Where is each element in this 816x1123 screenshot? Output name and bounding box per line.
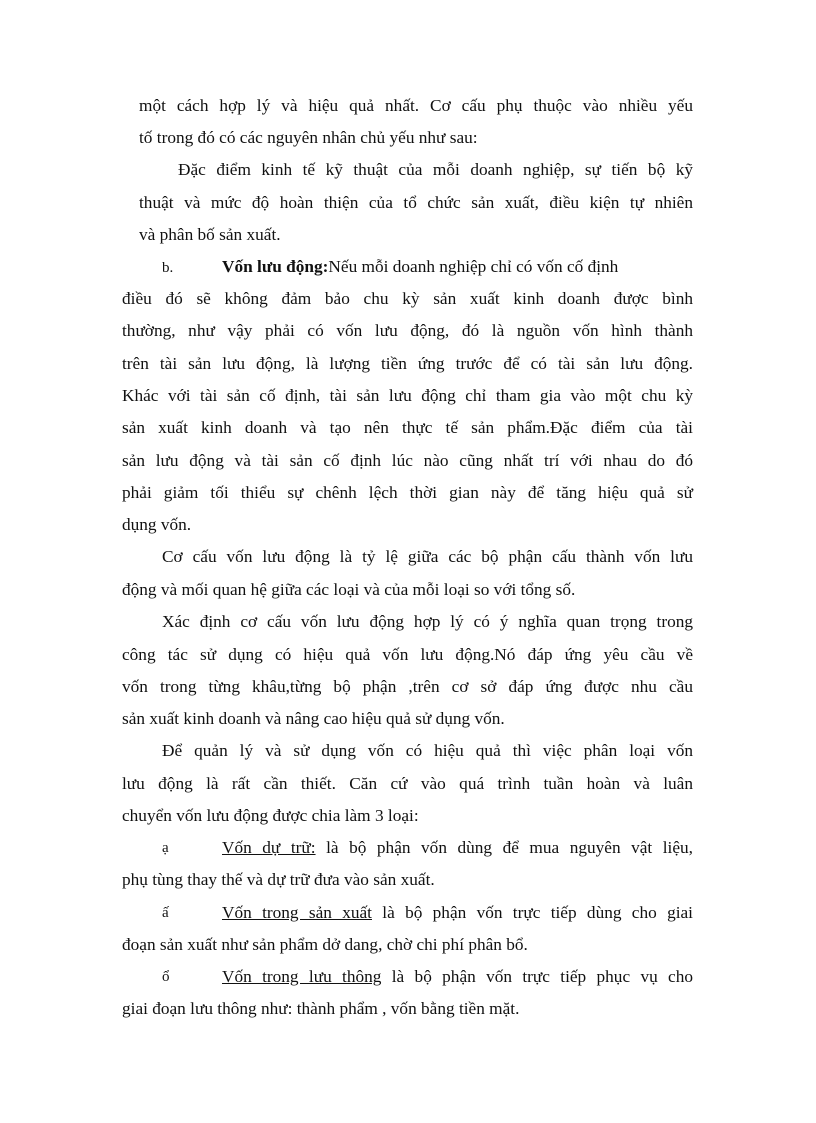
text-line: trên tài sản lưu động, là lượng tiền ứng trước để có tài sản lưu động. [122, 354, 693, 373]
text-span: là bộ phận vốn dùng để mua nguyên vật liệu, [315, 838, 693, 857]
text-span: là bộ phận vốn trực tiếp dùng cho giai [371, 903, 693, 922]
text-line: và phân bố sản xuất. [139, 225, 281, 244]
text-line: sản xuất kinh doanh và nâng cao hiệu quả sử dụng vốn. [122, 709, 505, 728]
list-marker: ấ [162, 905, 169, 921]
text-span: là bộ phận vốn trực tiếp phục vụ cho [381, 967, 694, 986]
text-line: dụng vốn. [122, 515, 192, 534]
section-heading: Vốn lưu động: [222, 257, 329, 276]
text-line: Xác định cơ cấu vốn lưu động hợp lý có ý nghĩa quan trọng trong [162, 612, 693, 631]
text-line: vốn trong từng khâu,từng bộ phận ,trên cơ sở đáp ứng được nhu cầu [122, 677, 693, 696]
text-line: công tác sử dụng có hiệu quả vốn lưu động.Nó đáp ứng yêu cầu về [122, 645, 693, 664]
text-line: chuyển vốn lưu động được chia làm 3 loại: [122, 806, 419, 825]
list-item-term: Vốn trong sản xuất [222, 903, 372, 922]
list-marker: ổ [162, 969, 170, 985]
text-line: đoạn sản xuất như sản phẩm dở dang, chờ chi phí phân bổ. [122, 935, 528, 954]
text-line: Đặc điểm kinh tế kỹ thuật của mỗi doanh nghiệp, sự tiến bộ kỹ [178, 160, 693, 179]
list-item-term: Vốn trong lưu thông [222, 967, 382, 986]
text-line: phải giảm tối thiểu sự chênh lệch thời gian này để tăng hiệu quả sử [122, 483, 693, 502]
text-line: sản xuất kinh doanh và tạo nên thực tế sản phẩm.Đặc điểm của tài [122, 418, 693, 437]
text-line: sản lưu động và tài sản cố định lúc nào cũng nhất trí với nhau do đó [122, 451, 693, 470]
text-line: Khác với tài sản cố định, tài sản lưu động chỉ tham gia vào một chu kỳ [122, 386, 693, 405]
text-line: động và mối quan hệ giữa các loại và của mỗi loại so với tổng số. [122, 580, 576, 599]
text-line: tố trong đó có các nguyên nhân chủ yếu như sau: [139, 128, 478, 147]
text-line: Để quản lý và sử dụng vốn có hiệu quả thì việc phân loại vốn [162, 741, 693, 760]
list-item-line [222, 902, 693, 924]
list-item-line [222, 966, 693, 988]
text-span: Nếu mỗi doanh nghiệp chỉ có vốn cố định [328, 257, 619, 276]
list-item-term: Vốn dự trữ: [222, 838, 316, 857]
text-line: điều đó sẽ không đảm bảo chu kỳ sản xuất kinh doanh được bình [122, 289, 693, 308]
text-line: phụ tùng thay thế và dự trữ đưa vào sản xuất. [122, 870, 435, 889]
text-line: lưu động là rất cần thiết. Căn cứ vào quá trình tuần hoàn và luân [122, 774, 693, 793]
list-item-line [222, 837, 693, 859]
text-line: thường, như vậy phải có vốn lưu động, đó là nguồn vốn hình thành [122, 321, 693, 340]
section-heading-line [222, 256, 693, 278]
list-marker: ạ [162, 840, 169, 856]
list-marker: b. [162, 260, 174, 276]
text-line: giai đoạn lưu thông như: thành phẩm , vốn bằng tiền mặt. [122, 999, 520, 1018]
text-line: Cơ cấu vốn lưu động là tỷ lệ giữa các bộ phận cấu thành vốn lưu [162, 547, 693, 566]
text-line: thuật và mức độ hoàn thiện của tổ chức sản xuất, điều kiện tự nhiên [139, 193, 693, 212]
text-line: một cách hợp lý và hiệu quả nhất. Cơ cấu phụ thuộc vào nhiều yếu [139, 96, 693, 115]
